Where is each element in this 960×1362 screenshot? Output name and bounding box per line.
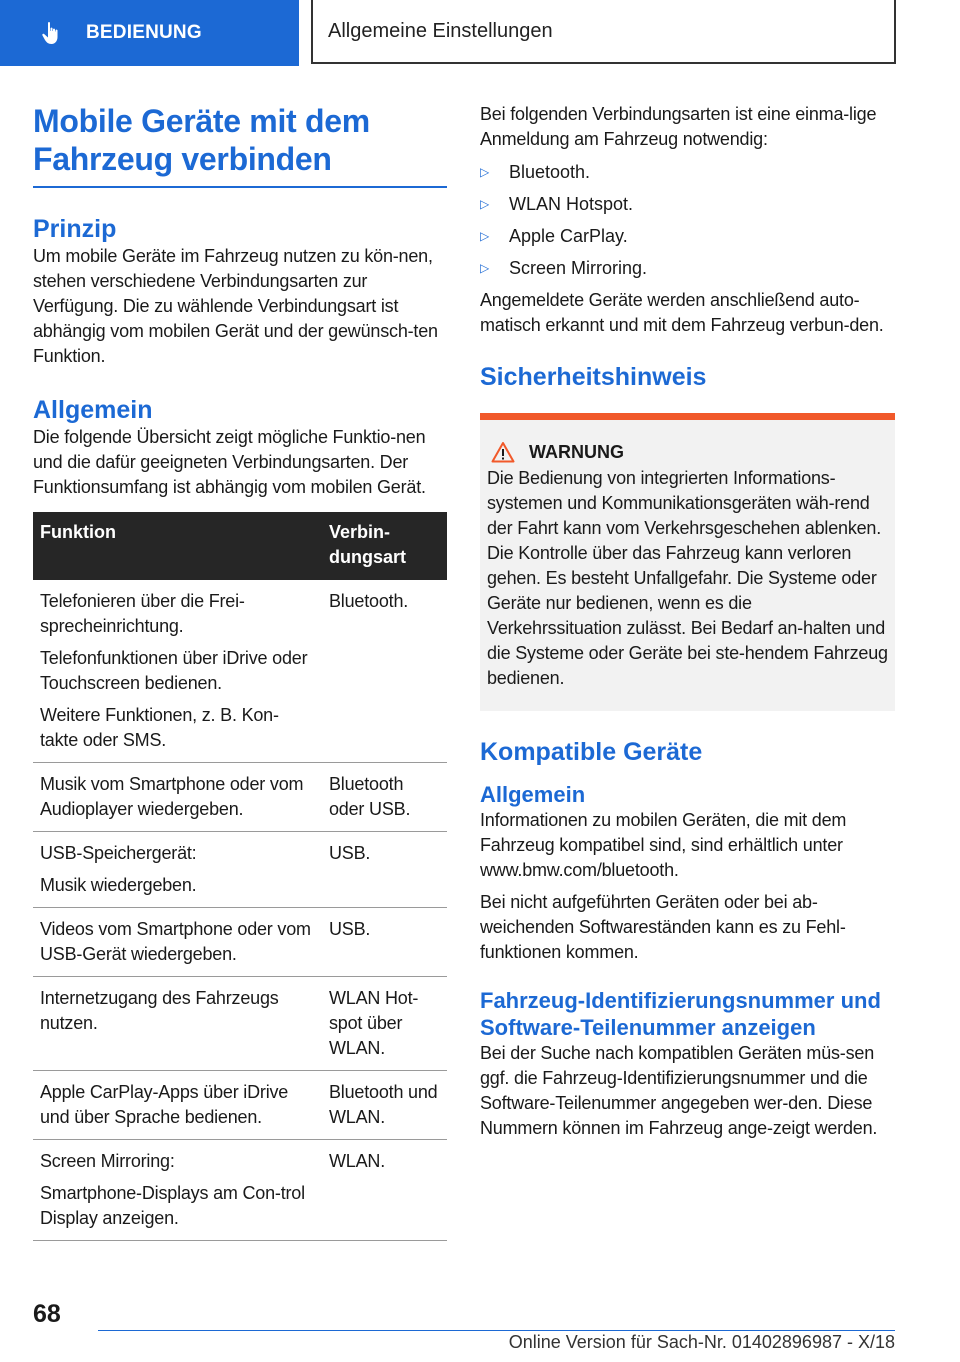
list-item-text: Apple CarPlay. [509, 226, 628, 246]
table-row [33, 1071, 447, 1140]
connection-intro: Bei folgenden Verbindungsarten ist eine einma-lige Anmeldung am Fahrzeug notwendig: [480, 104, 877, 149]
table-row [33, 763, 447, 832]
warning-title-row [487, 440, 888, 464]
heading-prinzip: Prinzip [33, 215, 117, 243]
list-item [480, 192, 895, 217]
connection-list [480, 160, 895, 281]
verbindungsart-cell: USB. [322, 908, 447, 977]
table-row [33, 908, 447, 977]
funktion-cell [33, 908, 322, 977]
cell-line: Telefonieren über die Frei-sprecheinrichtung. [40, 591, 245, 636]
column-header-verbindungsart: Verbin-dungsart [322, 512, 447, 580]
warning-title: WARNUNG [529, 442, 624, 462]
left-column [33, 102, 447, 1241]
verbindungsart-cell: Bluetooth oder USB. [322, 763, 447, 832]
list-item [480, 160, 895, 185]
table-row [33, 977, 447, 1071]
list-item [480, 256, 895, 281]
cell-line: Weitere Funktionen, z. B. Kon-takte oder SMS. [40, 705, 279, 750]
triangle-bullet-icon: ▷ [480, 165, 490, 179]
triangle-bullet-icon: ▷ [480, 197, 490, 211]
ident-text: Bei der Suche nach kompatiblen Geräten müs-sen ggf. die Fahrzeug-Identifizierungsnummer und die Software-Teilenummer angegeben wer-den. Diese Nummern können im Fahrzeug ange-zeigt werden. [480, 1043, 878, 1138]
triangle-bullet-icon: ▷ [480, 261, 490, 275]
warning-triangle-icon [491, 441, 515, 463]
column-header-funktion: Funktion [33, 512, 322, 580]
touch-hand-icon [40, 20, 66, 46]
page-number: 68 [33, 1300, 61, 1328]
section-label: BEDIENUNG [86, 22, 202, 43]
table-header-row [33, 512, 447, 580]
triangle-bullet-icon: ▷ [480, 229, 490, 243]
verbindungsart-cell: Bluetooth und WLAN. [322, 1071, 447, 1140]
list-item-text: Screen Mirroring. [509, 258, 648, 278]
warning-box [480, 413, 895, 711]
funktion-cell [33, 1071, 322, 1140]
list-item-text: Bluetooth. [509, 162, 591, 182]
verbindungsart-cell: USB. [322, 832, 447, 908]
funktion-cell [33, 580, 322, 763]
funktion-cell [33, 763, 322, 832]
verbindungsart-cell: WLAN. [322, 1140, 447, 1241]
allgemein-text: Die folgende Übersicht zeigt mögliche Funktio-nen und die dafür geeigneten Verbindungsarten. Der Funktionsumfang ist abhängig vom mobilen Gerät. [33, 427, 426, 497]
verbindungsart-cell: WLAN Hot-spot über WLAN. [322, 977, 447, 1071]
table-row [33, 580, 447, 763]
cell-line: Musik wiedergeben. [40, 875, 197, 895]
chapter-title-box [311, 0, 896, 64]
heading-allgemein-2: Allgemein [480, 782, 586, 807]
prinzip-text: Um mobile Geräte im Fahrzeug nutzen zu kön-nen, stehen verschiedene Verbindungsarten zur Verfügung. Die zu wählende Verbindungsart ist abhängig vom mobilen Gerät und der gewünsch-ten Funktion. [33, 246, 438, 366]
funktion-cell [33, 977, 322, 1071]
funktion-cell [33, 1140, 322, 1241]
cell-line: Screen Mirroring: [40, 1151, 175, 1171]
heading-kompatible-geraete: Kompatible Geräte [480, 738, 703, 766]
cell-line: Internetzugang des Fahrzeugs nutzen. [40, 988, 279, 1033]
section-tab [0, 0, 299, 66]
cell-line: Smartphone-Displays am Con-trol Display anzeigen. [40, 1183, 305, 1228]
right-column [480, 102, 895, 1141]
online-version-text: Online Version für Sach-Nr. 01402896987 - X/18 [508, 1332, 895, 1352]
allgemein2-text-1: Informationen zu mobilen Geräten, die mit dem Fahrzeug kompatibel sind, sind erhältlich unter www.bmw.com/bluetooth. [480, 810, 847, 880]
after-list-text: Angemeldete Geräte werden anschließend auto-matisch erkannt und mit dem Fahrzeug verbun-den. [480, 290, 884, 335]
funktion-cell [33, 832, 322, 908]
heading-identifizierungsnummer: Fahrzeug-Identifizierungsnummer und Software-Teilenummer anzeigen [480, 988, 881, 1040]
function-table [33, 512, 447, 1241]
warning-text: Die Bedienung von integrierten Informations-systemen und Kommunikationsgeräten wäh-rend der Fahrt kann vom Verkehrsgeschehen ablenken. Die Kontrolle über das Fahrzeug kann verloren gehen. Es besteht Unfallgefahr. Die Systeme oder Geräte nur bedienen, wenn es die Verkehrssituation zulässt. Bei Bedarf an-halten und die Systeme oder Geräte bei ste-hendem Fahrzeug bedienen. [487, 468, 888, 688]
allgemein2-text-2: Bei nicht aufgeführten Geräten oder bei ab-weichenden Softwareständen kann es zu Fehl-funktionen kommen. [480, 892, 846, 962]
heading-sicherheitshinweis: Sicherheitshinweis [480, 363, 707, 391]
cell-line: Musik vom Smartphone oder vom Audioplayer wiedergeben. [40, 774, 304, 819]
page-title: Mobile Geräte mit dem Fahrzeug verbinden [33, 102, 447, 188]
cell-line: Telefonfunktionen über iDrive oder Touchscreen bedienen. [40, 648, 308, 693]
table-row [33, 832, 447, 908]
list-item-text: WLAN Hotspot. [509, 194, 634, 214]
chapter-title: Allgemeine Einstellungen [328, 19, 553, 42]
footer-divider [98, 1330, 895, 1331]
heading-allgemein: Allgemein [33, 396, 153, 424]
cell-line: USB-Speichergerät: [40, 843, 197, 863]
cell-line: Videos vom Smartphone oder vom USB-Gerät wiedergeben. [40, 919, 311, 964]
cell-line: Apple CarPlay-Apps über iDrive und über Sprache bedienen. [40, 1082, 289, 1127]
list-item [480, 224, 895, 249]
table-row [33, 1140, 447, 1241]
verbindungsart-cell: Bluetooth. [322, 580, 447, 763]
